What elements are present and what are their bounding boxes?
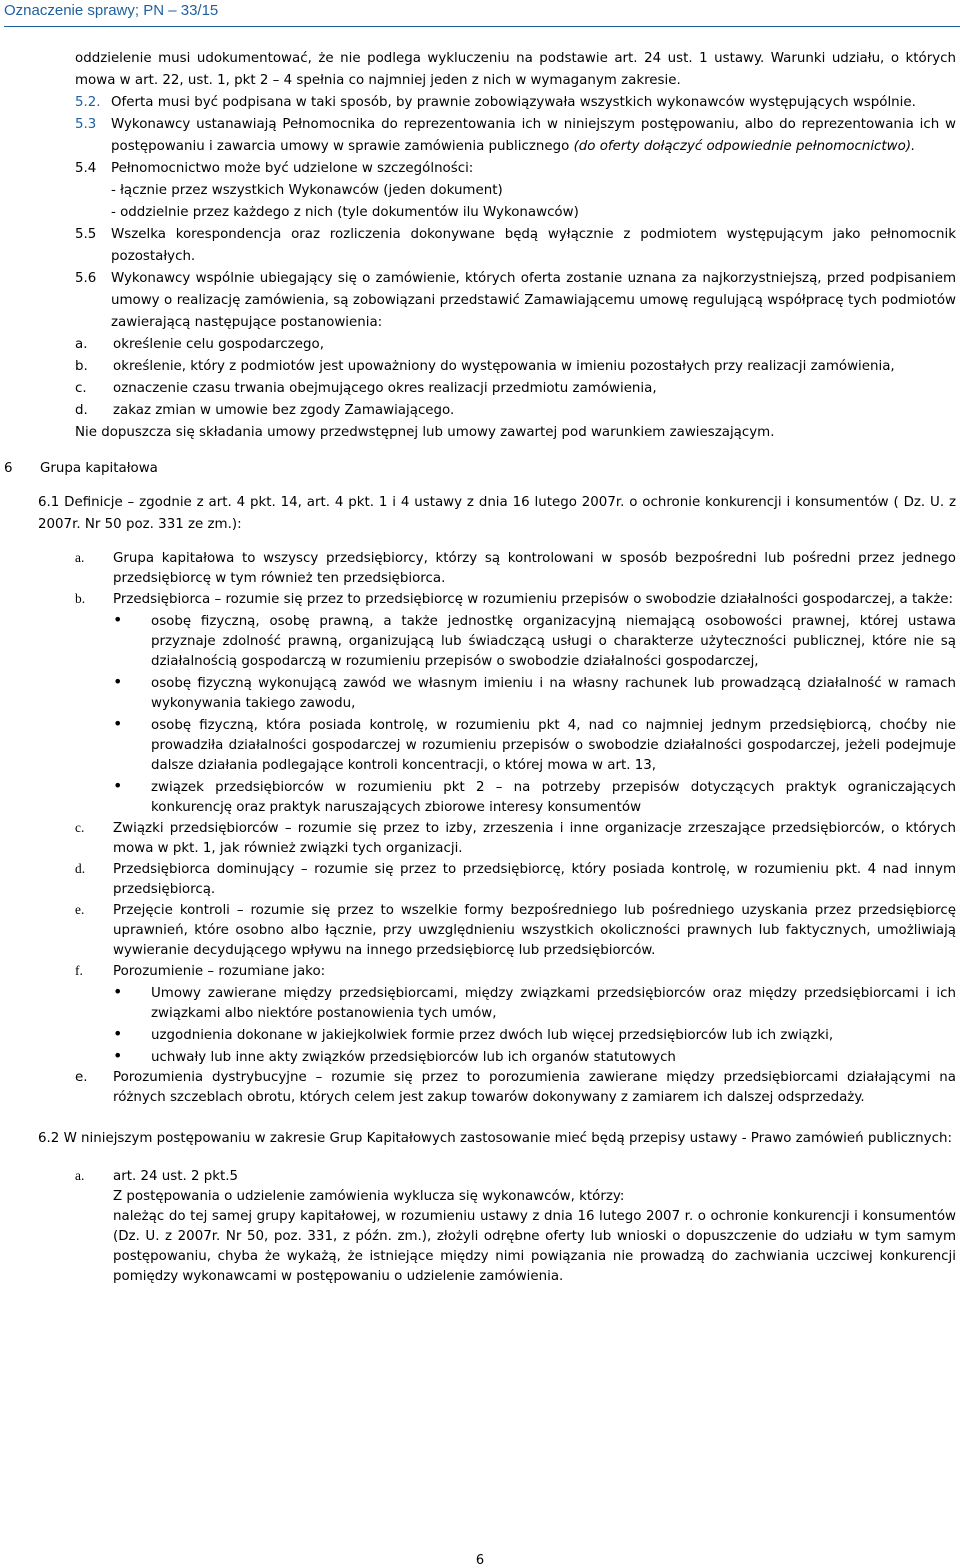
definition-text: Porozumienie – rozumiane jako: [113, 964, 326, 979]
section-5-5 [75, 224, 956, 268]
definition-text: Przedsiębiorca – rozumie się przez to przedsiębiorcę w rozumieniu przepisów o swobodzie działalności gospodarczej, a także: [113, 592, 953, 607]
definition-label: f. [75, 963, 83, 978]
bullet-icon: • [113, 1046, 123, 1065]
definition-text: Grupa kapitałowa to wszyscy przedsiębiorcy, którzy są kontrolowani w sposób bezpośredni lub pośredni przez jednego przedsiębiorcę w tym również ten przedsiębiorca. [113, 551, 956, 586]
section-6-2-text: W niniejszym postępowaniu w zakresie Grup Kapitałowych zastosowanie mieć będą przepisy ustawy - Prawo zamówień publicznych: [63, 1131, 952, 1146]
bullet-icon: • [113, 610, 123, 629]
bullet-item [113, 982, 956, 1024]
section-6-1-number: 6.1 [38, 495, 60, 510]
section-5-4-number: 5.4 [75, 161, 97, 176]
bullet-item [113, 672, 956, 714]
definition-text: Związki przedsiębiorców – rozumie się przez to izby, zrzeszenia i inne organizacje zrzeszające przedsiębiorców, o których mowa w pkt. 1, jak również związki tych organizacji. [113, 821, 956, 856]
definition-f [75, 961, 956, 982]
section-5-2-number: 5.2. [75, 95, 101, 110]
section-5-3-number: 5.3 [75, 117, 97, 132]
section-6-2-a-line1: art. 24 ust. 2 pkt.5 [113, 1169, 239, 1184]
header-rule [4, 26, 960, 27]
list-item-label: a. [75, 337, 88, 352]
section-5-4 [75, 158, 956, 224]
section-5-2-text: Oferta musi być podpisana w taki sposób, by prawnie zobowiązywała wszystkich wykonawców występujących wspólnie. [111, 95, 916, 110]
header-title: Oznaczenie sprawy; PN – 33/15 [4, 2, 219, 19]
section-5-5-number: 5.5 [75, 227, 97, 242]
definition-label: e. [75, 1070, 88, 1085]
bullet-text: Umowy zawierane między przedsiębiorcami, między związkami przedsiębiorców oraz między przedsiębiorcami i ich związkami albo niektóre postanowienia tych umów, [151, 986, 956, 1021]
bullet-icon: • [113, 714, 123, 733]
section-5-3 [75, 114, 956, 158]
list-item-label: b. [75, 359, 88, 374]
definition-text: Porozumienia dystrybucyjne – rozumie się przez to porozumienia zawierane między przedsiębiorcami działającymi na różnych szczeblach obrotu, których celem jest zakup towarów dokonywany z zamiarem ich dalszej odsprzedaży. [113, 1070, 956, 1105]
section-5-3-text: Wykonawcy ustanawiają Pełnomocnika do reprezentowania ich w niniejszym postępowaniu, albo do reprezentowania ich w postępowaniu i zawarcia umowy w sprawie zamówienia publicznego [111, 117, 956, 154]
section-6-2-a-text: należąc do tej samej grupy kapitałowej, w rozumieniu ustawy z dnia 16 lutego 2007 r. o ochronie konkurencji i konsumentów (Dz. U. z 2007r. Nr 50, poz. 331, z późn. zm.), złożyli odrębne oferty lub wnioski o dopuszczenie do udziału w tym samym postępowaniu, chyba że wykażą, że istniejące między nimi powiązania nie prowadzą do zachwiania uczciwej konkurencji pomiędzy wykonawcami w postępowaniu o udzielenie zamówienia. [113, 1209, 956, 1284]
definition-label: d. [75, 861, 86, 876]
section-6-2-a-line2: Z postępowania o udzielenie zamówienia wyklucza się wykonawców, którzy: [113, 1189, 625, 1204]
section-5-6-number: 5.6 [75, 271, 97, 286]
definition-a [75, 548, 956, 589]
section-5-6-text: Wykonawcy wspólnie ubiegający się o zamówienie, których oferta zostanie uznana za najkorzystniejszą, przed podpisaniem umowy o realizację zamówienia, są zobowiązani przedstawić Zamawiającemu umowę regulującą współpracę tych podmiotów zawierającą następujące postanowienia: [111, 271, 956, 330]
bullet-item [113, 776, 956, 818]
definition-d [75, 859, 956, 900]
list-item [75, 334, 956, 356]
section-6-title: Grupa kapitałowa [40, 461, 158, 476]
section-6-1-text: Definicje – zgodnie z art. 4 pkt. 14, art. 4 pkt. 1 i 4 ustawy z dnia 16 lutego 2007r. o ochronie konkurencji i konsumentów ( Dz. U. z 2007r. Nr 50 poz. 331 ze zm.): [38, 495, 956, 532]
definition-e [75, 900, 956, 961]
section-5-4-line1: - łącznie przez wszystkich Wykonawców (jeden dokument) [111, 183, 503, 198]
page-number: 6 [475, 1553, 485, 1568]
section-5-6 [75, 268, 956, 334]
definition-label: a. [75, 550, 85, 565]
list-item-label: d. [75, 403, 88, 418]
list-item-text: określenie, który z podmiotów jest upoważniony do występowania w imieniu pozostałych przy realizacji zamówienia, [113, 359, 895, 374]
list-item [75, 400, 956, 422]
list-item-text: oznaczenie czasu trwania obejmującego okres realizacji przedmiotu zamówienia, [113, 381, 657, 396]
definition-label: a. [75, 1168, 85, 1183]
section-5-2 [75, 92, 956, 114]
list-item [75, 356, 956, 378]
definition-text: Przejęcie kontroli – rozumie się przez to wszelkie formy bezpośredniego lub pośredniego uzyskania przez przedsiębiorcę uprawnień, które osobno albo łącznie, przy uwzględnieniu wszystkich okoliczności prawnych lub faktycznych, umożliwiają wywieranie decydującego wpływu na innego przedsiębiorcę lub przedsiębiorców. [113, 903, 956, 958]
definition-e2 [75, 1068, 956, 1108]
list-item-label: c. [75, 381, 87, 396]
list-item-text: zakaz zmian w umowie bez zgody Zamawiającego. [113, 403, 455, 418]
bullet-icon: • [113, 776, 123, 795]
definition-b [75, 589, 956, 610]
section-6-1 [38, 492, 956, 536]
section-6-2-number: 6.2 [38, 1131, 60, 1146]
page-header [0, 0, 960, 34]
bullet-text: uzgodnienia dokonane w jakiejkolwiek formie przez dwóch lub więcej przedsiębiorców lub ich związki, [151, 1028, 834, 1043]
section-5-4-line2: - oddzielnie przez każdego z nich (tyle dokumentów ilu Wykonawców) [111, 205, 579, 220]
section-5-5-text: Wszelka korespondencja oraz rozliczenia dokonywane będą wyłącznie z podmiotem występującym jako pełnomocnik pozostałych. [111, 227, 956, 264]
section-5-4-text: Pełnomocnictwo może być udzielone w szczególności: [111, 161, 474, 176]
bullet-item [113, 1046, 956, 1068]
definition-label: b. [75, 591, 86, 606]
list-item-text: określenie celu gospodarczego, [113, 337, 324, 352]
bullet-text: osobę fizyczną wykonującą zawód we własnym imieniu i na własny rachunek lub prowadzącą działalność w ramach wykonywania takiego zawodu, [151, 676, 956, 711]
section-5-3-italic: (do oferty dołączyć odpowiednie pełnomocnictwo). [573, 139, 916, 154]
bullet-text: osobę fizyczną, osobę prawną, a także jednostkę organizacyjną niemającą osobowości prawnej, której ustawa przyznaje zdolność prawną, organizującą lub świadczącą usługi o charakterze użyteczności publicznej, które nie są działalnością gospodarczą w rozumieniu przepisów o swobodzie działalności gospodarczej, [151, 614, 956, 669]
definition-label: c. [75, 820, 85, 835]
bullet-icon: • [113, 982, 123, 1001]
bullet-text: związek przedsiębiorców w rozumieniu pkt 2 – na potrzeby przepisów dotyczących praktyk ograniczających konkurencję oraz praktyk naruszających zbiorowe interesy konsumentów [151, 780, 956, 815]
section-6-heading [4, 458, 960, 480]
intro-paragraph: oddzielenie musi udokumentować, że nie podlega wykluczeniu na podstawie art. 24 ust. 1 ustawy. Warunki udziału, o których mowa w art. 22, ust. 1, pkt 2 – 4 spełnia co najmniej jeden z nich w wymaganym zakresie. [75, 51, 956, 88]
section-6-2 [38, 1128, 956, 1150]
bullet-icon: • [113, 672, 123, 691]
section-6-2-item-a [75, 1166, 956, 1287]
bullet-icon: • [113, 1024, 123, 1043]
definition-text: Przedsiębiorca dominujący – rozumie się przez to przedsiębiorcę, który posiada kontrolę, w rozumieniu pkt. 4 nad innym przedsiębiorcą. [113, 862, 956, 897]
bullet-item [113, 1024, 956, 1046]
bullet-item [113, 610, 956, 672]
definition-c [75, 818, 956, 859]
page-body [0, 48, 960, 1287]
definition-label: e. [75, 902, 85, 917]
section-5-6-closing: Nie dopuszcza się składania umowy przedwstępnej lub umowy zawartej pod warunkiem zawieszającym. [75, 425, 775, 440]
bullet-text: uchwały lub inne akty związków przedsiębiorców lub ich organów statutowych [151, 1050, 676, 1065]
section-6-number: 6 [4, 461, 13, 476]
list-item [75, 378, 956, 400]
bullet-item [113, 714, 956, 776]
bullet-text: osobę fizyczną, która posiada kontrolę, w rozumieniu pkt 4, nad co najmniej jednym przedsiębiorcą, choćby nie prowadziła działalności gospodarczej w rozumieniu przepisów o swobodzie działalności gospodarczej, jeżeli podejmuje dalsze działania podlegające kontroli koncentracji, o której mowa w art. 13, [151, 718, 956, 773]
